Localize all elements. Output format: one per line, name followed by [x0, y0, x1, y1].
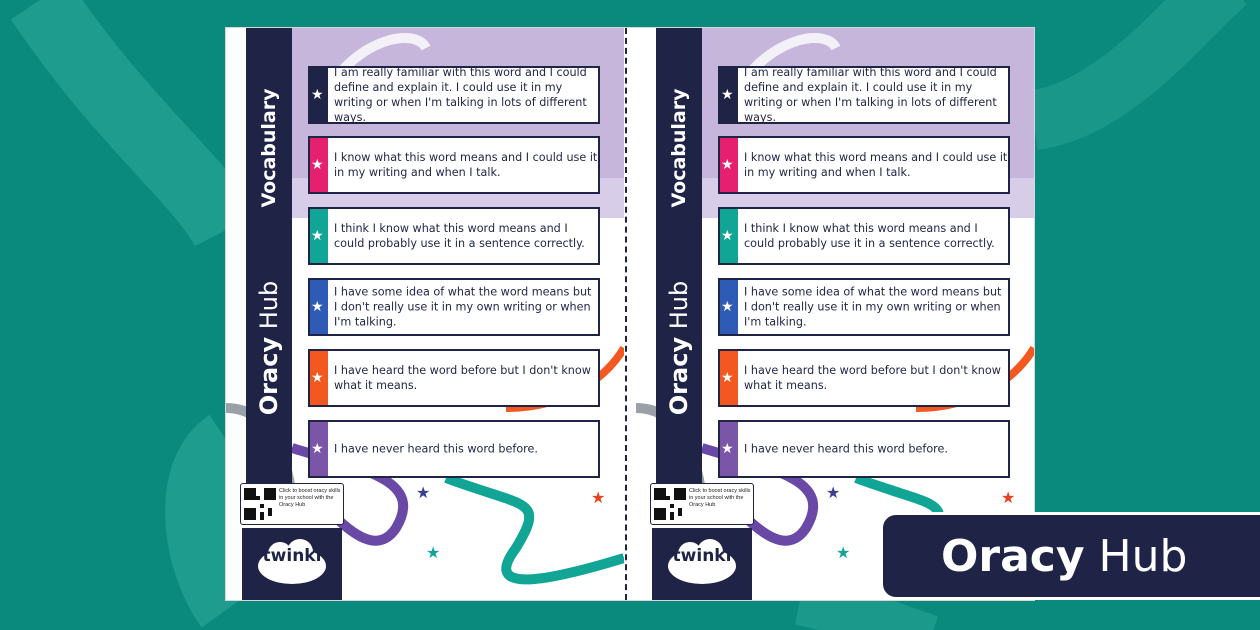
- brand-name: Oracy Hub: [665, 280, 693, 416]
- badge-title: Oracy Hub: [941, 531, 1188, 582]
- level-row: [718, 420, 1010, 478]
- level-text: I think I know what this word means and I could probably use it in a sentence correctly.: [334, 222, 585, 250]
- qr-box[interactable]: [240, 483, 344, 525]
- level-row: [718, 136, 1010, 194]
- qr-box[interactable]: [650, 483, 754, 525]
- qr-caption: Click to boost oracy skills in your school with the Oracy Hub: [279, 488, 341, 508]
- logo-box: [242, 528, 342, 600]
- svg-text:★: ★: [826, 485, 841, 502]
- star-icon: ★: [721, 157, 734, 173]
- level-row: [308, 207, 600, 265]
- level-row: [308, 349, 600, 407]
- logo-box: [652, 528, 752, 600]
- svg-text:★: ★: [426, 545, 441, 562]
- level-text: I know what this word means and I could use it in my writing and when I talk.: [334, 151, 598, 179]
- level-row: [718, 349, 1010, 407]
- level-text: I have heard the word before but I don't know what it means.: [744, 364, 1001, 392]
- star-icon: ★: [311, 370, 324, 386]
- svg-text:★: ★: [591, 490, 606, 507]
- star-icon: ★: [311, 299, 324, 315]
- level-row: [718, 66, 1010, 124]
- level-text: I have heard the word before but I don't know what it means.: [334, 364, 591, 392]
- star-icon: ★: [311, 157, 324, 173]
- level-text: I have never heard this word before.: [334, 442, 538, 456]
- level-text: I am really familiar with this word and I could define and explain it. I could use it in my writing or when I'm talking in lots of different ways.: [334, 66, 587, 124]
- qr-caption: Click to boost oracy skills in your school with the Oracy Hub: [689, 488, 751, 508]
- twinkl-logo: twinkl: [262, 546, 322, 566]
- star-icon: ★: [721, 370, 734, 386]
- vocabulary-card-left: [226, 28, 624, 600]
- level-text: I am really familiar with this word and I could define and explain it. I could use it in my writing or when I'm talking in lots of different ways.: [744, 66, 997, 124]
- star-icon: ★: [721, 87, 734, 103]
- level-text: I know what this word means and I could use it in my writing and when I talk.: [744, 151, 1008, 179]
- star-icon: ★: [311, 87, 324, 103]
- level-text: I have never heard this word before.: [744, 442, 948, 456]
- svg-text:★: ★: [416, 485, 431, 502]
- level-row: [308, 420, 600, 478]
- level-row: [718, 278, 1010, 336]
- level-row: [308, 278, 600, 336]
- oracy-hub-badge: [880, 512, 1260, 600]
- qr-code-icon: [654, 488, 686, 520]
- brand-name: Oracy Hub: [255, 280, 283, 416]
- level-text: I think I know what this word means and I could probably use it in a sentence correctly.: [744, 222, 995, 250]
- level-row: [308, 66, 600, 124]
- side-title: Vocabulary: [668, 88, 690, 208]
- level-text: I have some idea of what the word means but I don't really use it in my own writing or when I'm talking.: [334, 285, 592, 329]
- star-icon: ★: [311, 441, 324, 457]
- star-icon: ★: [721, 441, 734, 457]
- cut-line: [625, 28, 627, 600]
- twinkl-logo: twinkl: [672, 546, 732, 566]
- star-icon: ★: [311, 228, 324, 244]
- side-title: Vocabulary: [258, 88, 280, 208]
- svg-text:★: ★: [836, 545, 851, 562]
- qr-code-icon: [244, 488, 276, 520]
- level-row: [308, 136, 600, 194]
- level-row: [718, 207, 1010, 265]
- level-text: I have some idea of what the word means but I don't really use it in my own writing or when I'm talking.: [744, 285, 1002, 329]
- svg-text:★: ★: [1001, 490, 1016, 507]
- star-icon: ★: [721, 299, 734, 315]
- star-icon: ★: [721, 228, 734, 244]
